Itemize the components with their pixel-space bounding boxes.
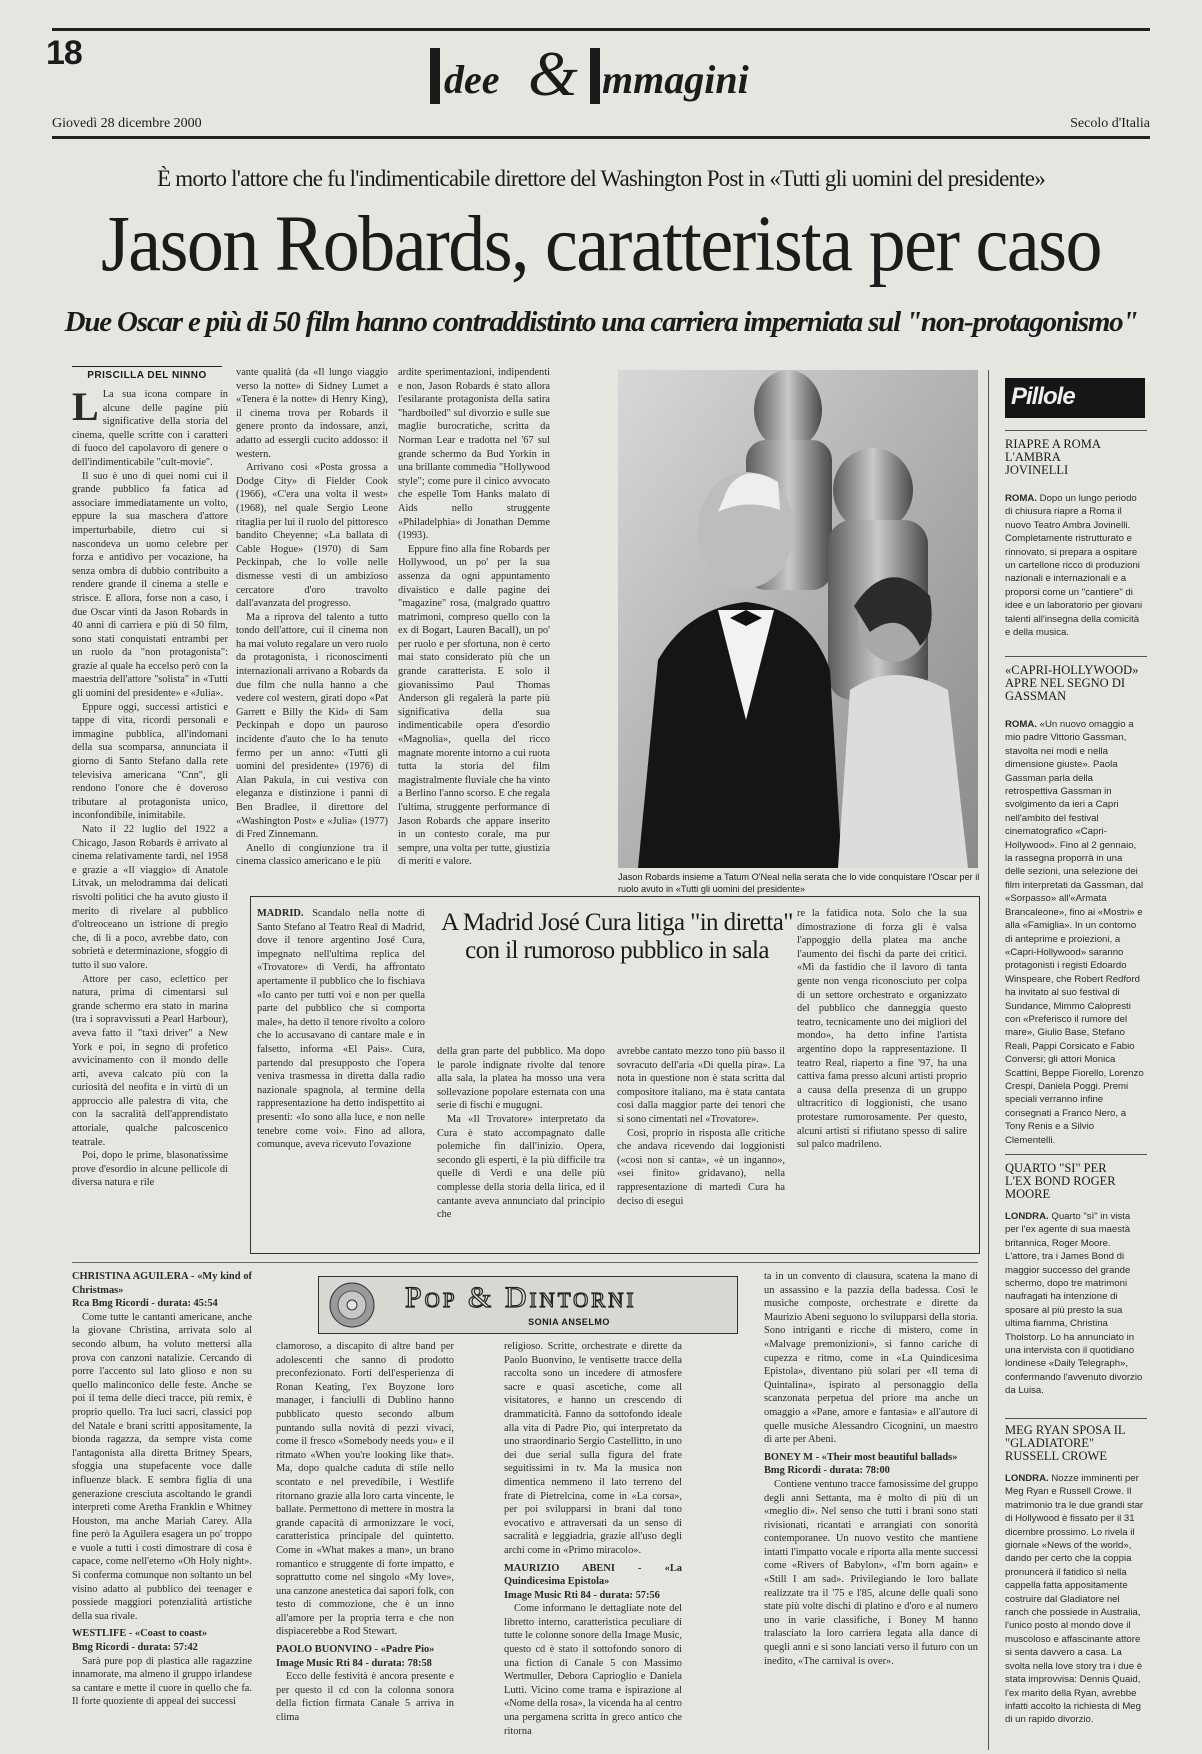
pillole-rule (1005, 656, 1147, 657)
main-col1-para: Attore per caso, eclettico per natura, prima di cimentarsi sul grande schermo era stato in marina (tra i sopravvissuti a Pearl Harbour), aveva fatto il "taxi driver" a New York e poi, in segno di profetico avvicinamento con il mondo delle arti, aveva calcato più con la curiosità del neofita e in virtù di un approccio alle palestra di vita, che con la sacralità dell'apprendistato attoriale, qualche palcoscenico teatrale. (72, 973, 228, 1148)
section-title-ampersand: & (528, 38, 578, 109)
pop-col-1 (72, 1270, 252, 1750)
review-label: Bmg Ricordi - durata: 78:00 (764, 1465, 890, 1477)
madrid-headline: A Madrid José Cura litiga "in diretta" con il rumoroso pubblico in sala (441, 909, 793, 964)
pillole-text (1005, 492, 1145, 660)
section-title-bar-i2 (590, 48, 600, 104)
pillole-headline: «CAPRI-HOLLYWOOD» APRE NEL SEGNO DI GASSMAN (1005, 663, 1139, 703)
pillole-dateline: ROMA. (1005, 719, 1037, 730)
main-col1-para: La sua icona compare in alcune delle pagine più significative della storia del cinema, quelle scritte con i caratteri di fuoco del capolavoro di genere o dell'indimenticabile "cult-movie". (72, 389, 228, 468)
main-story-col-2 (236, 366, 388, 896)
main-kicker: È morto l'attore che fu l'indimenticabile direttore del Washington Post in «Tutti gli uomini del presidente» (157, 166, 1045, 191)
madrid-col3-para: avrebbe cantato mezzo tono più basso il sovracuto dell'aria «Di quella pira». La nota in questione non è stata scritta dal compositore italiano, ma è stata cantata così dalla maggior parte dei tenori che si sono cimentati nel «Trovatore». (617, 1046, 785, 1125)
main-col2-para: Ma a riprova del talento a tutto tondo dell'attore, cui il cinema non ha mai voluto regalare un vero ruolo da protagonista, i riconoscimenti internazionali arrivano a Robards da due film che nulla hanno a che vedere col western, girati dopo «Pat Garrett e Billy the Kid» di Sam Peckinpah e dopo un pauroso incidente d'auto che lo ha tenuto fermo per un anno: «Tutti gli uomini del presidente» (1976) di Alan Pakula, in cui vestiva con eleganza e distinzione i panni di Ben Bradlee, il direttore del «Washington Post» e «Julia» (1977) di Fred Zinnemann. (236, 611, 388, 841)
pillole-dateline: ROMA. (1005, 493, 1037, 504)
pop-col-4 (764, 1270, 978, 1750)
section-title (430, 40, 850, 118)
review-label: Rca Bmg Ricordi - durata: 45:54 (72, 1298, 218, 1310)
pillole-body: «Un nuovo omaggio a mio padre Vittorio Gassman, stavolta nei modi e nella dimensione giuste». Paola Gassman parla della retrospettiva Gassman in svolgimento da ieri a Capri nell'ambito del festival cinematografico «Capri-Hollywood». Fino al 2 gennaio, la rassegna proporrà in una delle sezioni, una selezione dei film interpretati da Gassman, dal «Sorpasso» all'«Armata Brancaleone», fino ai «Mostri» e alla «Famiglia». In un contorno di anteprime e proiezioni, a «Capri-Hollywood» saranno protagonisti i registi Edoardo Winspeare, che Robert Redford ha invitato al suo festival di Sundance, Mimmo Calopresti con «Preferisco il rumore del mare», Giulio Base, Stefano Reali, Pappi Corsicato e Fabio Conversi; gli attori Monica Scattini, Beppe Fiorello, Lorenzo Crespi, Daniela Poggi. Premi speciali verranno infine consegnati a Franco Nero, a Tony Renis e a Silvio Clementelli. (1005, 719, 1144, 1146)
pillole-body: Quarto "sì" in vista per l'ex agente di sua maestà britannica, Roger Moore. L'attore, tra i James Bond di maggior successo del grande schermo, dopo tre matrimoni naufragati ha intenzione di sposare al più presto la sua ultima fiamma, Christina Tholstorp. Lo ha annunciato in una intervista con il quotidiano londinese «Daily Telegraph», confermando l'avvenuto divorzio da Luisa. (1005, 1211, 1143, 1397)
review-text: Come informano le dettagliate note del libretto interno, caratteristica peculiare di tutte le colonne sonore della Image Music, questo cd è stato il sottofondo sonoro di una fiction di Canale 5 con Massimo Wertmuller, Debora Caprioglio e Daniela Lutti. Vicino come trama e ispirazione al «Nome della rosa», la vicenda ha al centro una pergamena scritta in greco antico che ritorna (504, 1603, 682, 1737)
pop-col-3 (504, 1340, 682, 1750)
madrid-col3-para: Così, proprio in risposta alle critiche che andava ricevendo dai loggionisti («così non si canta», «è un inganno», «sei finito» gridavano), nella rappresentazione di martedì Cura ha deciso di esegui (617, 1127, 785, 1207)
drop-cap: L (72, 388, 99, 429)
section-title-dee: dee (444, 57, 500, 102)
review-title: PAOLO BUONVINO - «Padre Pio» (276, 1644, 435, 1656)
pop-col-2 (276, 1340, 454, 1750)
review-label: Image Music Rti 84 - durata: 78:58 (276, 1657, 432, 1669)
review-text: Contiene ventuno tracce famosissime del gruppo degli anni Settanta, ma è molto di più di un «meglio di». Nel senso che tutti i brani sono stati rivisionati, ricantati e arrangiati con sonorità contemporanee. Un nuovo vestito che mantiene intatti l'impatto vocale e riporta alla mente successi come «Rivers of Babylon», «I'm born again» e «Still I am sad». Privilegiando le loro ballate realizzate tra il '75 e l'85, alcune delle quali sono state più volte dischi di platino e d'oro e al numero uno in varie classifiche, i Boney M hanno tralasciato la loro carriera legata alla dance di quegli anni e si sono lanciati verso il futuro con un inedito, «The carnival is over». (764, 1478, 978, 1667)
photo-caption: Jason Robards insieme a Tatum O'Neal nella serata che lo vide conquistare l'Oscar per il ruolo avuto in «Tutti gli uomini del presidente» (618, 872, 980, 894)
robards-photo-illustration (618, 370, 978, 868)
review-text: Ecco delle festività è ancora presente e per questo il cd con la colonna sonora della fiction firmata Canale 5 arriva in clima (276, 1671, 454, 1724)
main-col1-para: Poi, dopo le prime, blasonatissime prove d'esordio in alcune pellicole di diversa natura e rile (72, 1150, 228, 1189)
review-title: BONEY M - «Their most beautiful ballads» (764, 1451, 958, 1463)
main-col3-para: Eppure fino alla fine Robards per Hollywood, un po' per la sua assenza da ogni appuntamento divaistico e dalle pagine dei "magazine" rosa, (malgrado quattro matrimoni, compreso quello con la ex di Bogart, Lauren Bacall), un po' per ruolo e per sfortuna, non è certo mai stato considerato più che un grande caratterista. E solo il giovanissimo Paul Thomas Anderson gli regalerà la parte più significativa della sua indimenticabile opera d'esordio «Magnolia», quella del ricco magnate morente intorno a cui ruota tutta la storia del film magistralmente fluviale che ha vinto a Berlino l'anno scorso. E che regala l'ultima, struggente performance di Jason Robards che appare inserito in un contesto corale, ma pur sempre, una volta per tutte, giustizia di meriti e valore. (398, 543, 550, 868)
madrid-col-1 (257, 907, 425, 1247)
madrid-col4-para: re la fatidica nota. Solo che la sua dimostrazione di forza gli è valsa l'appoggio della platea ma anche l'aumento dei fischi da parte dei critici. «Mi da fastidio che il lavoro di tanta gente non venga riconosciuto per colpa di un settore orchestrato e organizzato del pubblico che danneggia questo teatro, tecnicamente uno dei migliori del mondo», ha detto infine l'artista argentino dopo la rappresentazione. Il teatro Real, riaperto a fine '97, ha una cattiva fama presso alcuni artisti proprio a causa della presenza di un gruppo ultracritico di loggionisti, che usano protestare rumorosamente. Per questo, alcuni artisti si rifiutano spesso di salire sul palco madrileno. (797, 908, 967, 1151)
review-label: Bmg Ricordi - durata: 57:42 (72, 1642, 198, 1654)
main-col2-para: Arrivano così «Posta grossa a Dodge City» di Fielder Cook (1966), «C'era una volta il west» (1968), nel quale Sergio Leone ritaglia per lui il ruolo del pittoresco bandito Cheyenne; «La ballata di Cable Hogue» (1970) di Sam Peckinpah, che lo volle nelle dismesse vesti di un ambizioso cercatore d'oro travolto dall'avanzata del progresso. (236, 462, 388, 610)
main-col2-para: vante qualità (da «Il lungo viaggio verso la notte» di Sidney Lumet a «Tenera è la notte» di Henry King), il cinema trova per Robards il genere pronto da indossare, anzi, adatto ad essergli cucito addosso: il western. (236, 367, 388, 460)
main-byline: PRISCILLA DEL NINNO (87, 370, 207, 381)
review-text: Sarà pure pop di plastica alle ragazzine innamorate, ma almeno il gruppo irlandese sa cantare e mette il cuore in quello che fa. Il forte quoziente di appeal dei successi (72, 1655, 252, 1708)
pillole-text (1005, 718, 1145, 1186)
main-subhead: Due Oscar e più di 50 film hanno contraddistinto una carriera imperniata sul "non-protagonismo" (64, 306, 1138, 338)
section-title-mmagini: mmagini (602, 57, 749, 102)
review-text: religioso. Scritte, orchestrate e dirette da Paolo Buonvino, le ventisette tracce della raccolta sono un incedere di atmosfere sacre e quasi ascetiche, come all visitatores, e hanno un crescendo di drammaticità. Fanno da sottofondo ideale alla vita di Padre Pio, qui interpretato da uno straordinario Sergio Castellitto, in uno dei due serial sulla figura del frate seguitissimi in tv. Ma la musica non dimentica nemmeno il lato terreno del frate di Pietrelcina, come in «La corsa», per poi svilupparsi in brani dal tono evocativo e attraversati da un senso di sacralità e leggiadria, grazie all'uso degli archi come in «Primo miracolo». (504, 1341, 682, 1556)
pillole-body: Nozze imminenti per Meg Ryan e Russell Crowe. Il matrimonio tra le due grandi star di Hollywood è fissato per il 31 dicembre prossimo. Lo rivela il giornale «News of the world», dando per certo che la coppia pronuncerà il fatidico sì nella cappella fatta appositamente costruire dal Gladiatore nel ranch che possiede in Australia, l'unico posto al mondo dove il muscoloso e affascinante attore si senta davvero a casa. La svolta nella love story tra i due è stata improvvisa: Dennis Quaid, l'ex marito della Ryan, avrebbe infatti accolto la richiesta di Meg di un rapido divorzio. (1005, 1473, 1144, 1726)
review-title: WESTLIFE - «Coast to coast» (72, 1628, 208, 1640)
pillole-title: Pillole (1011, 383, 1075, 410)
issue-date: Giovedì 28 dicembre 2000 (52, 116, 202, 131)
madrid-dateline: MADRID. (257, 908, 304, 919)
main-col2-para: Anello di congiunzione tra il cinema classico americano e le più (236, 842, 388, 868)
newspaper-name: Secolo d'Italia (1070, 116, 1150, 131)
pillole-dateline: LONDRA. (1005, 1211, 1049, 1222)
review-label: Image Music Rti 84 - durata: 57:56 (504, 1589, 660, 1601)
pillole-headline: RIAPRE A ROMA L'AMBRA JOVINELLI (1005, 437, 1101, 477)
sidebar-divider (988, 370, 989, 1750)
main-col1-para: Nato il 22 luglio del 1922 a Chicago, Jason Robards è arrivato al cinema relativamente tardi, nel 1958 e grazie a «Il viaggio» di Anatole Litvak, un melodramma dai delicati risvolti politici che ha avuto giusto il merito di rivelare al pubblico d'oltreoceano un istrione di pregio che, di lì a poco, avrebbe dato, con sobrietà e determinazione, sfoggio di tutto il suo valore. (72, 824, 228, 971)
pillole-rule (1005, 430, 1147, 431)
pop-title: Pop & Dintorni (405, 1281, 637, 1314)
section-title-bar-i (430, 48, 440, 104)
pillole-headline: QUARTO "SI" PER L'EX BOND ROGER MOORE (1005, 1161, 1116, 1201)
main-story-col-3 (398, 366, 550, 896)
main-story-col-1 (72, 388, 228, 1258)
review-text: clamoroso, a discapito di altre band per adolescenti che sanno di prodotto preconfezionato. Forti dell'esperienza di Ronan Keating, l'ex Boyzone loro manager, i fanciulli di Dublino hanno pubblicato questo secondo album puntando sulla novità di pezzi vivaci, come il fresco «Somebody needs you» e il ritmato «When you're looking like that». Ma, dopo qualche caduta di stile nello scontato e nel prevedibile, i Westlife ritornano grazie alla loro carta vincente, le ballate. Permettono di mettere in mostra la grande capacità di armonizzare le voci, caratteristica principale del quintetto. Come in «What makes a man», un brano romantico e struggente di forte impatto, e soprattutto come nel singolo «My love», una canzone anestetica dai sapori folk, con testo di commozione, che è un inno all'amore per la propria terra e che non dispiacerebbe a Rod Stewart. (276, 1341, 454, 1638)
madrid-col-3 (617, 1045, 785, 1247)
main-col1-para: Eppure oggi, successi artistici e tappe di vita, ricordi personali e immagine pubblica, all'indomani della sua scomparsa, annunciata il giorno di Santo Stefano dalla rete televisiva americana "Cnn", gli rendono l'onore che è doveroso tributare al protagonista unico, inconfondibile, inimitabile. (72, 701, 228, 822)
pillole-rule (1005, 1418, 1147, 1419)
madrid-col1-text: Scandalo nella notte di Santo Stefano al Teatro Real di Madrid, dove il tenore argentino José Cura, impegnato nell'ultima replica del «Trovatore» di Verdi, ha affrontato apertamente il pubblico che lo fischiava «Io canto per tutti voi e non per quella parte del pubblico che si comporta male», ha detto il tenore rivolto a coloro che lo accusavano di cantare male e in falsetto, informa «El Pais». Cura, partendo dal presupposto che l'opera veniva trasmessa in diretta dalla radio nazionale spagnola, al termine della rappresentazione ha detto indispettito ai presenti: «Io sono alla luce, e non nelle tenebre come voi». Fino ad allora, comunque, aveva ricevuto l'ovazione (257, 908, 425, 1151)
review-title: CHRISTINA AGUILERA - «My kind of Christmas» (72, 1271, 252, 1296)
pillole-dateline: LONDRA. (1005, 1473, 1049, 1484)
pillole-text (1005, 1472, 1145, 1752)
madrid-col2-para: Ma «Il Trovatore» interpretato da Cura è stato accompagnato dalle polemiche fin dall'inizio. Opera, secondo gli esperti, è la più difficile tra quelle di Verdi e una delle più complesse della storia della lirica, ed il cantante aveva annunciato dal principio che (437, 1113, 605, 1221)
pillole-headline: MEG RYAN SPOSA IL "GLADIATORE" RUSSELL CROWE (1005, 1423, 1126, 1463)
main-headline: Jason Robards, caratterista per caso (100, 199, 1102, 289)
madrid-col-4 (797, 907, 967, 1247)
pillole-rule (1005, 1154, 1147, 1155)
madrid-box (250, 896, 980, 1254)
page-number: 18 (46, 34, 82, 72)
main-col3-para: ardite sperimentazioni, indipendenti e non, Jason Robards è stato allora l'esilarante protagonista della satira "hardboiled" sul divorzio e sulle sue maglie burocratiche, scritta da Norman Lear e tradotta nel '67 sul grande schermo da Bud Yorkin in una brillante commedia "Hollywood style"; come pure il cinico avvocato che espelle Tom Hanks malato di Aids nello struggente «Philadelphia» di Jonathan Demme (1993). (398, 367, 550, 542)
masthead-rule (52, 136, 1150, 139)
main-col1-para: Il suo è uno di quei nomi cui il grande pubblico fa fatica ad associare immediatamente un volto, eppure la sua maschera d'attore imperturbabile, dietro cui si nascondeva un uomo celebre per forza e antidivo per vocazione, ha senza ombra di dubbio contribuito a rendere grande il cinema a stelle e strisce. E allora, forse non a caso, i due Oscar vinti da Jason Robards in 40 anni di carriera e più di 50 film, sono stati conquistati entrambi per un ruolo da "non protagonista": grazie al quale ha eccelso però con la maestria dell'attore "solista" in «Tutti gli uomini del presidente» e «Julia». (72, 470, 228, 700)
pop-top-rule (72, 1262, 978, 1263)
review-text: ta in un convento di clausura, scatena la mano di un assassino e la pazzia della badessa. Così le musiche composte, orchestrate e dirette da Maurizio Abeni seguono lo svilupparsi della storia. Sono intriganti e ricche di mistero, come in «Malvage premonizioni», si fanno cariche di cupezza e ritmo, come in «La Quindicesima Epistola», diventano più solari per «Il tema di Quintalina», ispirato al personaggio della scanzonata perpetua del priore ma anche un omaggio a «Pane, amore e fantasia» e all'autore di quelle musiche Alessandro Cicognini, un maestro di arte per Abeni. (764, 1271, 978, 1446)
madrid-col2-para: della gran parte del pubblico. Ma dopo le parole indignate rivolte dal tenore alla sala, la platea ha mosso una vera sollevazione popolare esternata con una serie di fischi e mugugni. (437, 1046, 605, 1112)
pillole-box (1005, 378, 1145, 418)
byline-rule (72, 366, 222, 367)
cd-icon (327, 1281, 377, 1329)
madrid-col-2 (437, 1045, 605, 1247)
review-title: MAURIZIO ABENI - «La Quindicesima Epistola» (504, 1562, 682, 1588)
pillole-body: Dopo un lungo periodo di chiusura riapre a Roma il nuovo Teatro Ambra Jovinelli. Completamente ristrutturato e rinnovato, si prepara a ospitare un cartellone ricco di produzioni nazionali e internazionali e a proporsi come un "cantiere" di idee e un laboratorio per giovani talenti all'insegna della comicità e della musica. (1005, 493, 1143, 639)
top-rule (52, 28, 1150, 31)
robards-photo (618, 370, 978, 868)
pop-byline: SONIA ANSELMO (528, 1317, 610, 1327)
pop-banner (318, 1276, 738, 1334)
review-text: Come tutte le cantanti americane, anche la giovane Christina, arrivata solo al secondo album, ha voluto mettersi alla prova con canzoni natalizie. Cercando di porre l'accento sul lato glioso e non su quello malinconico delle feste. Anche se poi il tema delle dieci tracce, più remix, è proprio quello. Tra luci sacri, classici pop del Natale e brani scritti appositamente, la bionda ragazza, da sempre vista come l'antagonista alla diretta Britney Spears, sfoggia una stupefacente voce dalle influenze black. E sembra figlia di una generazione cresciuta ascoltando le grandi interpreti come Aretha Franklin e Whitney Houston, ma anche Mariah Carey. Alla fine però la Aguilera esagera un po' troppo e vuole a tutti i costi dimostrare di cosa è capace, come nell'eterno «Oh Holy night». Si conferma comunque non soltanto un bel visino adatto al pubblico dei teenager e possiede maggiori potenzialità artistiche della sua rivale. (72, 1311, 252, 1622)
